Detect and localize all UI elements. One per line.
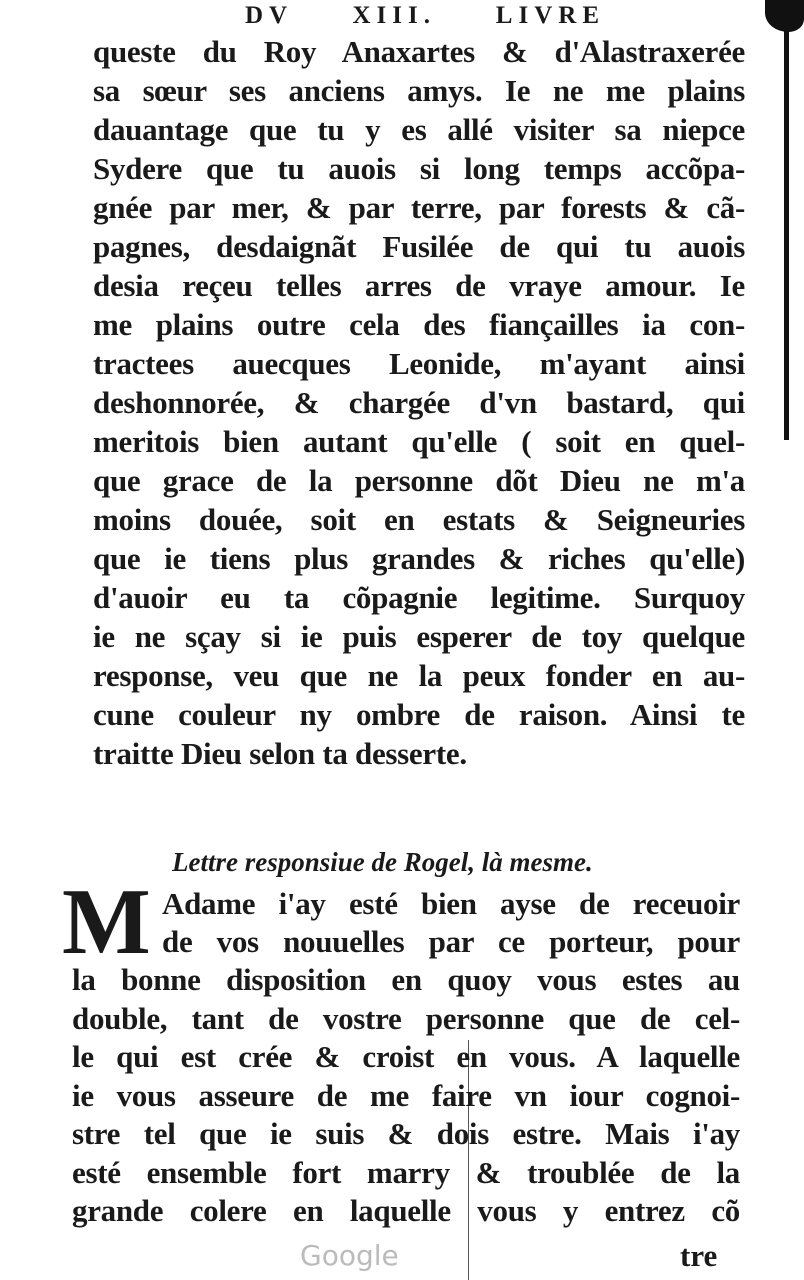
text-line: double, tant de vostre personne que de cel- (72, 1000, 740, 1036)
text-line: ie vous asseure de me faire vn iour cognoi- (72, 1077, 740, 1113)
text-line: queste du Roy Anaxartes & d'Alastraxerée (93, 34, 745, 69)
text-line: pagnes, desdaignãt Fusilée de qui tu auois (93, 229, 745, 264)
text-line: traitte Dieu selon ta desserte. (93, 736, 467, 771)
drop-cap: M (62, 870, 151, 974)
text-line: de vos nouuelles par ce porteur, pour (162, 924, 740, 959)
text-line: tractees auecques Leonide, m'ayant ainsi (93, 346, 745, 381)
text-line: stre tel que ie suis & dois estre. Mais i'ay (72, 1116, 740, 1151)
text-line: deshonnorée, & chargée d'vn bastard, qui (93, 385, 745, 420)
text-line: ie ne sçay si ie puis esperer de toy quelque (93, 619, 745, 654)
running-header: DV XIII. LIVRE (245, 2, 605, 29)
page-edge-line (784, 0, 789, 440)
text-line: cune couleur ny ombre de raison. Ainsi te (93, 697, 745, 732)
text-line: grande colere en laquelle vous y entrez cõ (72, 1193, 740, 1228)
letter-title: Lettre responsiue de Rogel, là mesme. (172, 847, 593, 877)
text-line: meritois bien autant qu'elle ( soit en quel- (93, 424, 745, 459)
text-line: le qui est crée & croist en vous. A laquelle (72, 1039, 740, 1074)
text-line: dauantage que tu y es allé visiter sa niepce (93, 112, 745, 147)
text-line: sa sœur ses anciens amys. Ie ne me plains (93, 73, 745, 108)
text-line: moins douée, soit en estats & Seigneuries (93, 502, 745, 537)
catchword: tre (680, 1238, 718, 1273)
text-line: response, veu que ne la peux fonder en au- (93, 658, 745, 693)
text-line: que grace de la personne dõt Dieu ne m'a (93, 463, 745, 498)
watermark: Google (300, 1239, 399, 1272)
text-line: desia reçeu telles arres de vraye amour. Ie (93, 268, 745, 303)
text-line: gnée par mer, & par terre, par forests & cã- (93, 190, 745, 225)
text-line: Sydere que tu auois si long temps accõpa- (93, 151, 745, 186)
text-line: que ie tiens plus grandes & riches qu'elle) (93, 541, 745, 576)
text-line: la bonne disposition en quoy vous estes au (72, 962, 740, 997)
text-line: Adame i'ay esté bien ayse de receuoir (162, 886, 740, 921)
text-line: esté ensemble fort marry & troublée de la (72, 1154, 740, 1190)
text-line: d'auoir eu ta cõpagnie legitime. Surquoy (93, 580, 745, 615)
text-line: me plains outre cela des fiançailles ia con- (93, 307, 745, 342)
